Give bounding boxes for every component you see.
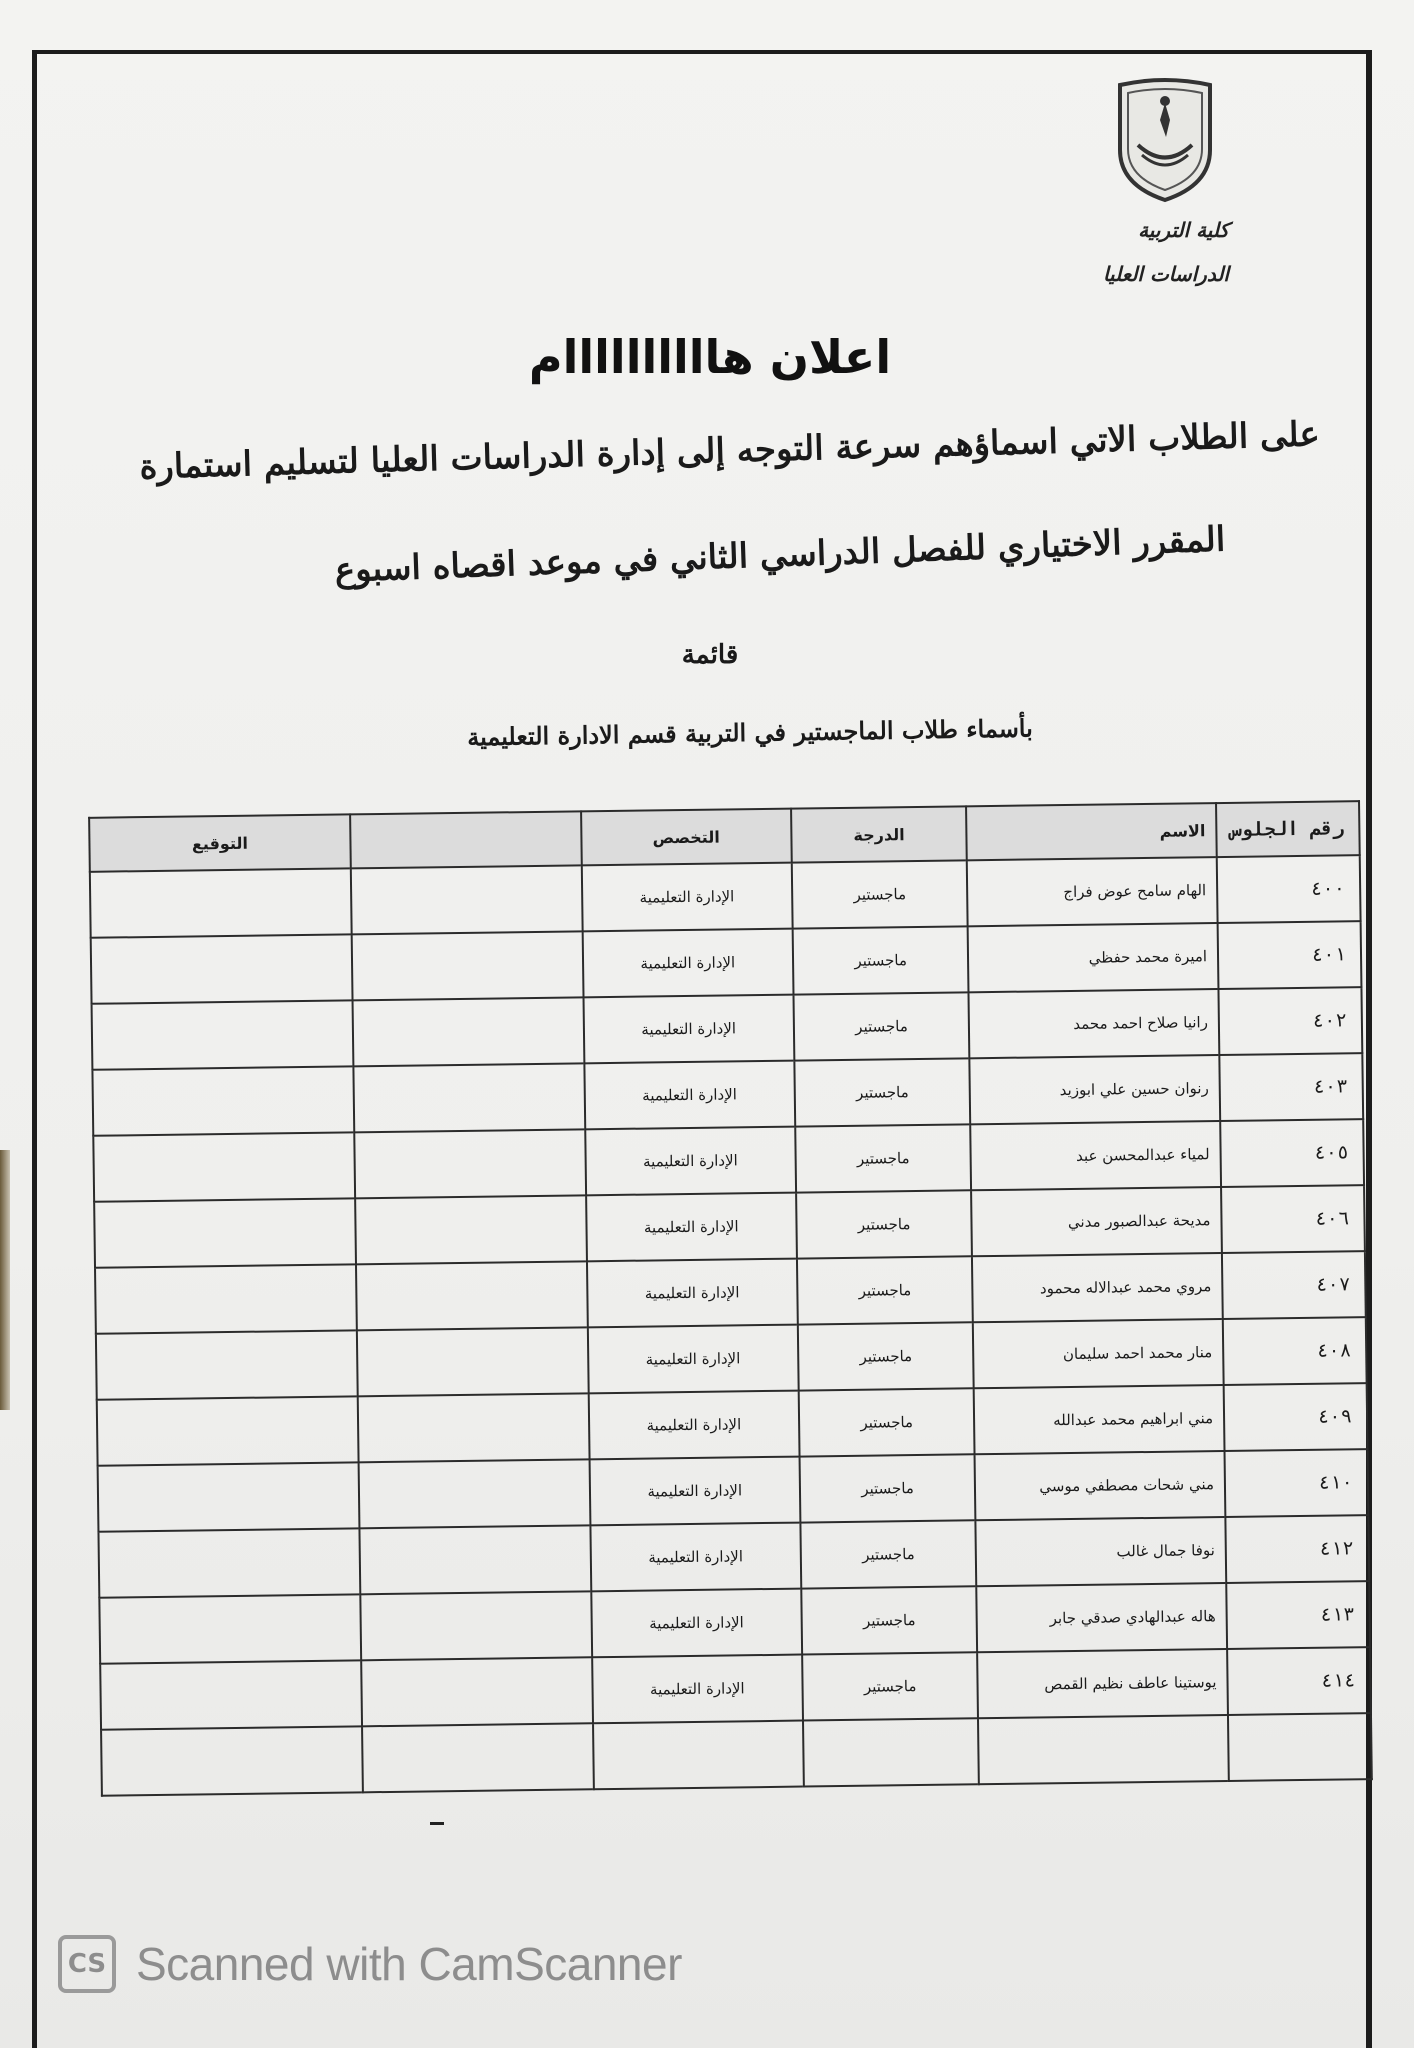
camscanner-watermark [58, 1935, 682, 1993]
cell-student-name: رنوان حسين علي ابوزيد [970, 1055, 1221, 1124]
cell-degree [803, 1718, 979, 1786]
cell-blank [352, 997, 583, 1066]
cell-degree: ماجستير [798, 1322, 974, 1390]
cell-blank [362, 1723, 593, 1792]
camscanner-logo-icon: CS [58, 1935, 116, 1993]
students-table-wrapper [88, 800, 1386, 1817]
cell-student-name: اميرة محمد حفظي [968, 923, 1219, 992]
cell-blank [353, 1063, 584, 1132]
cell-student-name: رانيا صلاح احمد محمد [969, 989, 1220, 1058]
cell-student-name [978, 1715, 1229, 1784]
announcement-text-line2: المقرر الاختياري للفصل الدراسي الثاني في موعد اقصاه اسبوع [334, 519, 1226, 591]
cell-signature [94, 1198, 356, 1267]
cell-seat-number: ٤١٣ [1226, 1581, 1370, 1649]
cell-degree: ماجستير [793, 992, 969, 1060]
cell-student-name: مني شحات مصطفي موسي [975, 1451, 1226, 1520]
cell-degree: ماجستير [799, 1388, 975, 1456]
header-name: الاسم [966, 803, 1216, 860]
cell-seat-number: ٤٠٠ [1217, 855, 1361, 923]
cell-seat-number: ٤٠٣ [1219, 1053, 1363, 1121]
cell-signature [95, 1264, 357, 1333]
header-seat-number: رقم الجلوس [1216, 801, 1360, 857]
cell-specialization: الإدارة التعليمية [591, 1589, 802, 1658]
cell-specialization: الإدارة التعليمية [586, 1259, 797, 1328]
cell-degree: ماجستير [796, 1190, 972, 1258]
list-subtitle: بأسماء طلاب الماجستير في التربية قسم الادارة التعليمية [466, 713, 1034, 752]
cell-seat-number: ٤٠١ [1218, 921, 1362, 989]
header-specialization: التخصص [581, 809, 792, 866]
cell-student-name: مروي محمد عبدالاله محمود [972, 1253, 1223, 1322]
header-signature: التوقيع [89, 814, 351, 871]
cell-signature [91, 934, 353, 1003]
cell-blank [361, 1657, 592, 1726]
cell-student-name: مني ابراهيم محمد عبدالله [974, 1385, 1225, 1454]
header-blank [350, 811, 581, 868]
cell-student-name: يوستينا عاطف نظيم القمص [977, 1649, 1228, 1718]
cell-signature [96, 1330, 358, 1399]
cell-blank [359, 1525, 590, 1594]
cell-blank [355, 1195, 586, 1264]
cell-student-name: الهام سامح عوض فراج [967, 857, 1218, 926]
cell-seat-number: ٤١٠ [1225, 1449, 1369, 1517]
list-label: قائمة [681, 640, 739, 670]
cell-blank [358, 1393, 589, 1462]
cell-seat-number: ٤١٤ [1227, 1647, 1371, 1715]
cell-degree: ماجستير [795, 1124, 971, 1192]
cell-specialization: الإدارة التعليمية [592, 1655, 803, 1724]
cell-signature [93, 1132, 355, 1201]
cell-signature [101, 1726, 363, 1795]
announcement-text-line1: على الطلاب الاتي اسماؤهم سرعة التوجه إلى إدارة الدراسات العليا لتسليم استمارة [138, 414, 1321, 488]
cell-blank [357, 1327, 588, 1396]
cell-signature [92, 1066, 354, 1135]
cell-blank [351, 865, 582, 934]
cell-seat-number: ٤١٢ [1225, 1515, 1369, 1583]
college-name: كلية التربية [1138, 218, 1229, 242]
cell-specialization: الإدارة التعليمية [589, 1457, 800, 1526]
students-table [88, 800, 1373, 1797]
cell-student-name: هاله عبدالهادي صدقي جابر [976, 1583, 1227, 1652]
cell-degree: ماجستير [793, 926, 969, 994]
cell-seat-number: ٤٠٥ [1220, 1119, 1364, 1187]
cell-blank [358, 1459, 589, 1528]
cell-blank [356, 1261, 587, 1330]
cell-seat-number: ٤٠٧ [1222, 1251, 1366, 1319]
cell-signature [98, 1462, 360, 1531]
cell-seat-number: ٤٠٩ [1224, 1383, 1368, 1451]
cell-student-name: منار محمد احمد سليمان [973, 1319, 1224, 1388]
cell-seat-number: ٤٠٨ [1223, 1317, 1367, 1385]
cell-student-name: مديحة عبدالصبور مدني [971, 1187, 1222, 1256]
cell-signature [90, 868, 352, 937]
cell-specialization: الإدارة التعليمية [583, 995, 794, 1064]
cell-degree: ماجستير [802, 1652, 978, 1720]
stray-mark [430, 1822, 444, 1825]
cell-signature [100, 1660, 362, 1729]
table-body [90, 855, 1372, 1796]
cell-specialization: الإدارة التعليمية [588, 1391, 799, 1460]
university-logo-icon [1110, 75, 1220, 205]
cell-specialization: الإدارة التعليمية [581, 863, 792, 932]
cell-degree: ماجستير [800, 1454, 976, 1522]
cell-specialization: الإدارة التعليمية [587, 1325, 798, 1394]
cell-seat-number [1228, 1713, 1372, 1781]
camscanner-text: Scanned with CamScanner [136, 1938, 682, 1990]
cell-blank [360, 1591, 591, 1660]
cell-signature [97, 1396, 359, 1465]
cell-signature [99, 1594, 361, 1663]
cell-degree: ماجستير [797, 1256, 973, 1324]
cell-specialization: الإدارة التعليمية [585, 1127, 796, 1196]
cell-degree: ماجستير [794, 1058, 970, 1126]
announcement-title: اعلان هاااااااااام [528, 330, 892, 384]
cell-student-name: نوفا جمال غالب [976, 1517, 1227, 1586]
cell-degree: ماجستير [792, 860, 968, 928]
department-name: الدراسات العليا [1102, 262, 1229, 286]
cell-specialization [593, 1721, 804, 1790]
cell-student-name: لمياء عبدالمحسن عبد [970, 1121, 1221, 1190]
cell-specialization: الإدارة التعليمية [584, 1061, 795, 1130]
cell-degree: ماجستير [800, 1520, 976, 1588]
cell-degree: ماجستير [801, 1586, 977, 1654]
cell-specialization: الإدارة التعليمية [590, 1523, 801, 1592]
cell-signature [98, 1528, 360, 1597]
cell-seat-number: ٤٠٢ [1218, 987, 1362, 1055]
cell-specialization: الإدارة التعليمية [582, 929, 793, 998]
cell-blank [352, 931, 583, 1000]
page-edge-shadow [0, 1150, 10, 1410]
cell-seat-number: ٤٠٦ [1221, 1185, 1365, 1253]
cell-signature [92, 1000, 354, 1069]
cell-blank [354, 1129, 585, 1198]
cell-specialization: الإدارة التعليمية [586, 1193, 797, 1262]
header-degree: الدرجة [791, 806, 967, 862]
